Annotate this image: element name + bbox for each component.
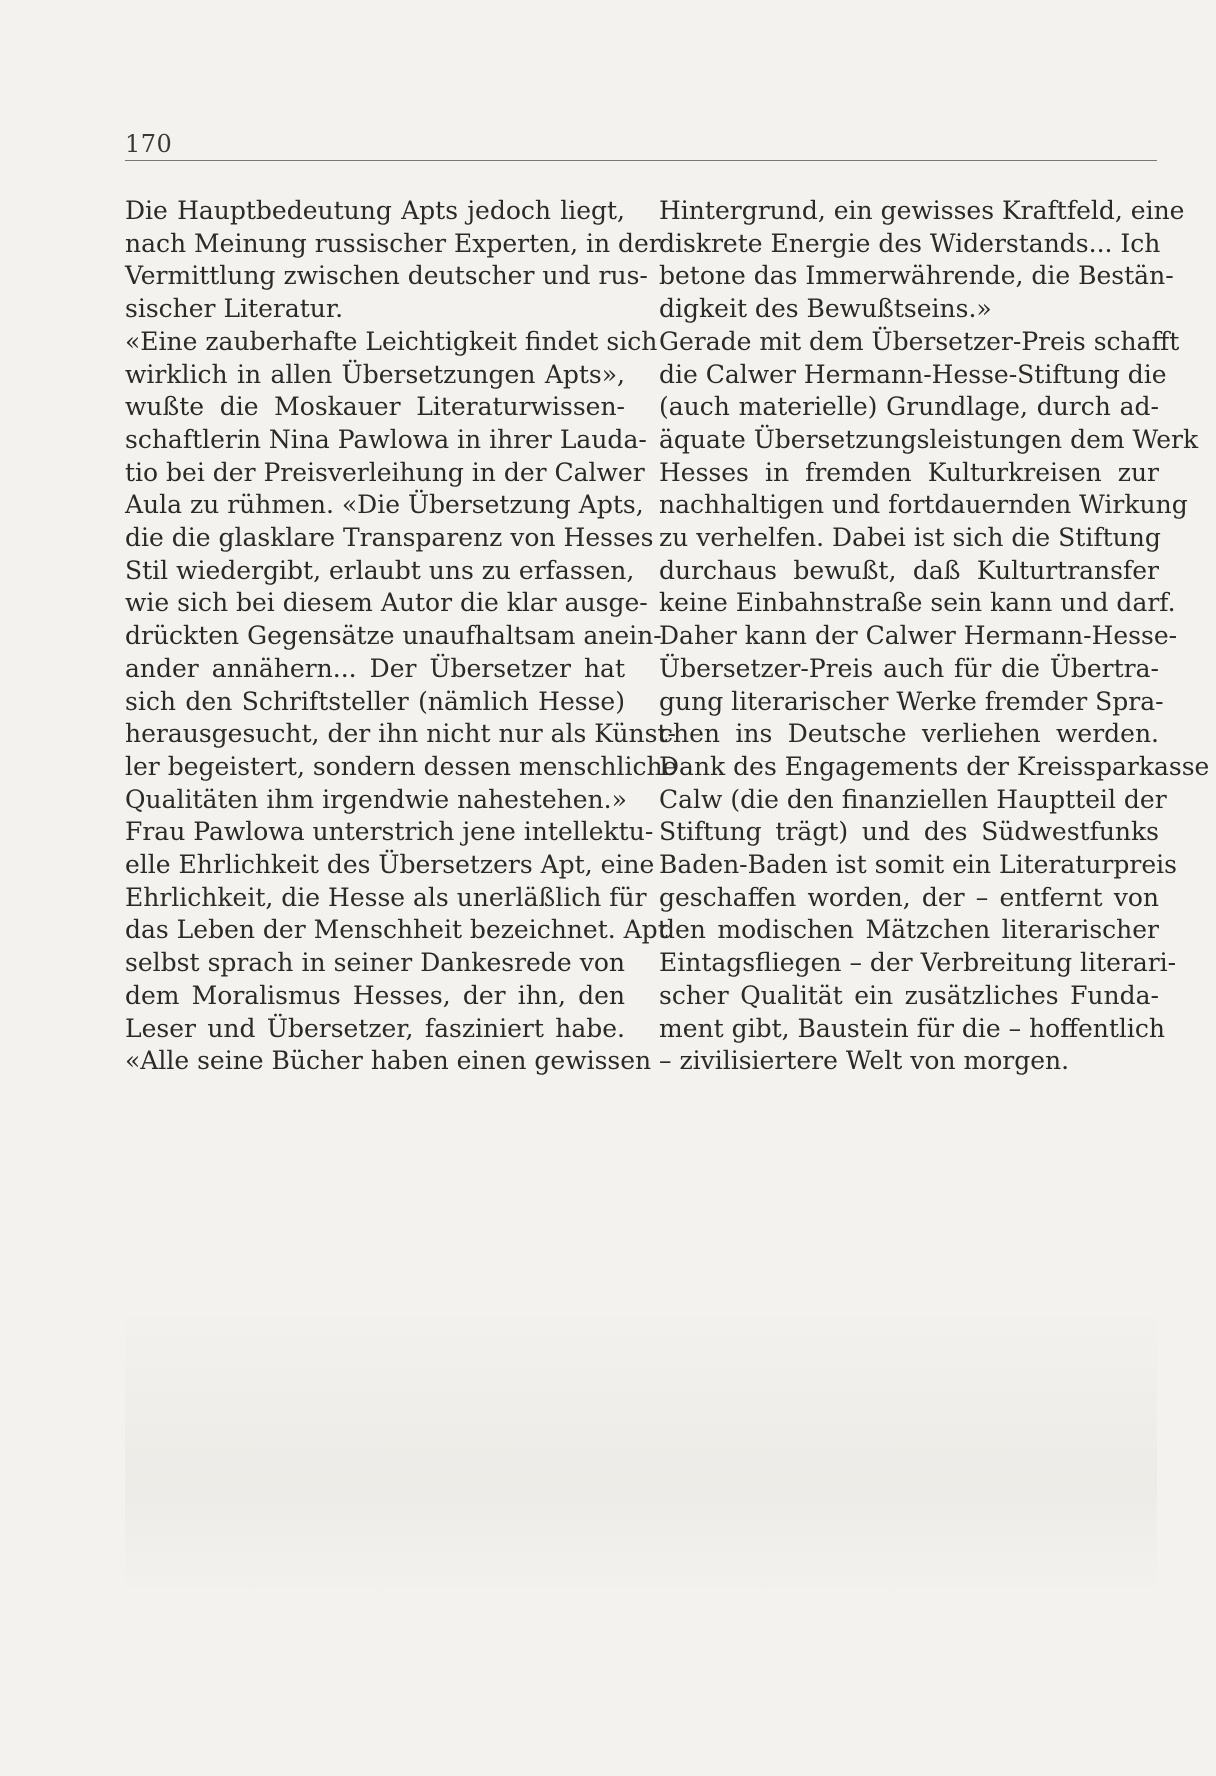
text-line: Hesses in fremden Kulturkreisen zur [659, 457, 1159, 487]
text-line: ler begeistert, sondern dessen menschliche [125, 751, 678, 781]
text-line: «Alle seine Bücher haben einen gewissen [125, 1046, 652, 1076]
text-line: drückten Gegensätze unaufhaltsam anein- [125, 621, 662, 651]
left-column [125, 195, 678, 1078]
text-line: elle Ehrlichkeit des Übersetzers Apt, eine [125, 850, 655, 880]
text-line: Baden-Baden ist somit ein Literaturpreis [659, 850, 1177, 880]
text-line: die die glasklare Transparenz von Hesses [125, 523, 654, 553]
text-line: das Leben der Menschheit bezeichnet. Apt [125, 915, 668, 945]
text-line: nach Meinung russischer Experten, in der [125, 228, 661, 258]
text-line: zu verhelfen. Dabei ist sich die Stiftung [659, 523, 1161, 553]
text-line: Qualitäten ihm irgendwie nahestehen.» [125, 784, 627, 814]
right-column [659, 195, 1210, 1078]
text-line: herausgesucht, der ihn nicht nur als Künst- [125, 719, 676, 749]
text-line: digkeit des Bewußtseins.» [659, 294, 992, 324]
text-line: schaftlerin Nina Pawlowa in ihrer Lauda- [125, 424, 647, 454]
text-line: (auch materielle) Grundlage, durch ad- [659, 392, 1159, 422]
text-line: durchaus bewußt, daß Kulturtransfer [659, 555, 1159, 585]
text-line: geschaffen worden, der – entfernt von [659, 882, 1159, 912]
text-line: Dank des Engagements der Kreissparkasse [659, 751, 1210, 781]
text-line: Vermittlung zwischen deutscher und rus- [125, 261, 648, 291]
page-number: 170 [125, 130, 173, 158]
text-line: Aula zu rühmen. «Die Übersetzung Apts, [125, 490, 644, 520]
text-line: Daher kann der Calwer Hermann-Hesse- [659, 621, 1178, 651]
text-line: Leser und Übersetzer, fasziniert habe. [125, 1013, 625, 1043]
text-line: Calw (die den finanziellen Hauptteil der [659, 784, 1167, 814]
text-line: diskrete Energie des Widerstands... Ich [659, 228, 1161, 258]
text-line: dem Moralismus Hesses, der ihn, den [125, 980, 625, 1010]
paper-texture [125, 1300, 1157, 1600]
text-line: tio bei der Preisverleihung in der Calwer [125, 457, 645, 487]
text-line: Hintergrund, ein gewisses Kraftfeld, eine [659, 196, 1185, 225]
text-line: keine Einbahnstraße sein kann und darf. [659, 588, 1176, 618]
text-line: ander annähern... Der Übersetzer hat [125, 653, 625, 683]
text-line: wirklich in allen Übersetzungen Apts», [125, 359, 625, 389]
text-line: Eintagsfliegen – der Verbreitung literari- [659, 948, 1177, 978]
text-line: selbst sprach in seiner Dankesrede von [125, 948, 625, 978]
text-line: sischer Literatur. [125, 294, 344, 324]
text-line: Stiftung trägt) und des Südwestfunks [659, 817, 1159, 847]
text-line: ment gibt, Baustein für die – hoffentlich [659, 1013, 1166, 1043]
text-line: Gerade mit dem Übersetzer-Preis schafft [659, 326, 1180, 356]
text-line: wußte die Moskauer Literaturwissen- [125, 392, 625, 422]
text-line: «Eine zauberhafte Leichtigkeit findet sich [125, 326, 658, 356]
text-line: Ehrlichkeit, die Hesse als unerläßlich für [125, 882, 647, 912]
header-rule [125, 160, 1157, 161]
text-line: die Calwer Hermann-Hesse-Stiftung die [659, 359, 1167, 389]
text-line: Die Hauptbedeutung Apts jedoch liegt, [125, 196, 625, 225]
text-line: chen ins Deutsche verliehen werden. [659, 719, 1159, 749]
text-line: betone das Immerwährende, die Bestän- [659, 261, 1174, 291]
text-line: wie sich bei diesem Autor die klar ausge- [125, 588, 648, 618]
text-line: Übersetzer-Preis auch für die Übertra- [659, 653, 1159, 683]
text-line: sich den Schriftsteller (nämlich Hesse) [125, 686, 625, 716]
text-line: Frau Pawlowa unterstrich jene intellektu- [125, 817, 654, 847]
text-line: Stil wiedergibt, erlaubt uns zu erfassen, [125, 555, 635, 585]
text-line: nachhaltigen und fortdauernden Wirkung [659, 490, 1188, 520]
text-line: den modischen Mätzchen literarischer [659, 915, 1159, 945]
text-line: äquate Übersetzungsleistungen dem Werk [659, 424, 1199, 454]
text-line: gung literarischer Werke fremder Spra- [659, 686, 1164, 716]
text-line: – zivilisiertere Welt von morgen. [659, 1046, 1070, 1076]
text-line: scher Qualität ein zusätzliches Funda- [659, 980, 1159, 1010]
